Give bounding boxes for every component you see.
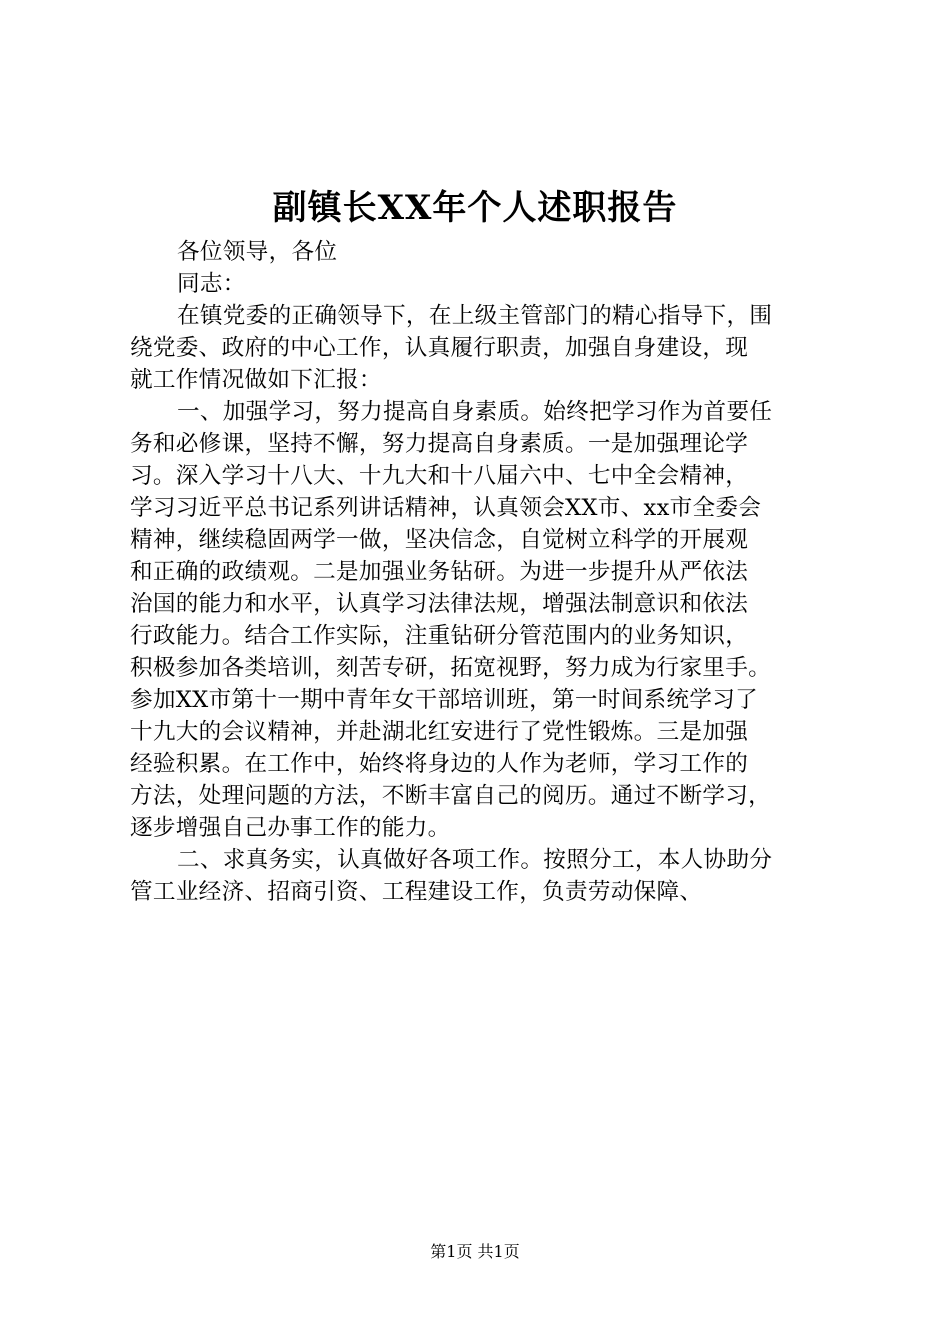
paragraph-intro-line-3: 就工作情况做如下汇报： bbox=[130, 367, 382, 393]
section-1-line-4: 学习习近平总书记系列讲话精神，认真领会XX市、xx市全委会 bbox=[130, 495, 762, 521]
paragraph-intro-line-2: 绕党委、政府的中心工作，认真履行职责，加强自身建设，现 bbox=[130, 335, 749, 361]
page-footer: 第1页 共1页 bbox=[430, 1242, 520, 1261]
section-1-line-8: 行政能力。结合工作实际，注重钻研分管范围内的业务知识， bbox=[130, 623, 749, 649]
section-2-line-1: 二、求真务实，认真做好各项工作。按照分工，本人协助分 bbox=[177, 847, 773, 873]
document-title: 副镇长XX年个人述职报告 bbox=[272, 188, 678, 228]
section-1-line-14: 逐步增强自己办事工作的能力。 bbox=[130, 815, 451, 841]
section-1-line-2: 务和必修课，坚持不懈，努力提高自身素质。一是加强理论学 bbox=[130, 431, 749, 457]
section-1-line-5: 精神，继续稳固两学一做，坚决信念，自觉树立科学的开展观 bbox=[130, 527, 749, 553]
section-1-line-13: 方法，处理问题的方法，不断丰富自己的阅历。通过不断学习， bbox=[130, 783, 772, 809]
section-1-line-1: 一、加强学习，努力提高自身素质。始终把学习作为首要任 bbox=[177, 399, 773, 425]
salutation-line-2: 同志： bbox=[177, 271, 246, 297]
section-1-line-9: 积极参加各类培训，刻苦专研，拓宽视野，努力成为行家里手。 bbox=[130, 655, 772, 681]
section-1-line-3: 习。深入学习十八大、十九大和十八届六中、七中全会精神， bbox=[130, 463, 749, 489]
section-2-line-2: 管工业经济、招商引资、工程建设工作，负责劳动保障、 bbox=[130, 879, 703, 905]
paragraph-intro-line-1: 在镇党委的正确领导下，在上级主管部门的精心指导下，围 bbox=[177, 303, 773, 329]
salutation-line-1: 各位领导，各位 bbox=[177, 239, 338, 265]
section-1-line-10: 参加XX市第十一期中青年女干部培训班，第一时间系统学习了 bbox=[130, 687, 759, 713]
section-1-line-6: 和正确的政绩观。二是加强业务钻研。为进一步提升从严依法 bbox=[130, 559, 749, 585]
section-1-line-12: 经验积累。在工作中，始终将身边的人作为老师，学习工作的 bbox=[130, 751, 749, 777]
section-1-line-7: 治国的能力和水平，认真学习法律法规，增强法制意识和依法 bbox=[130, 591, 749, 617]
section-1-line-11: 十九大的会议精神，并赴湖北红安进行了党性锻炼。三是加强 bbox=[130, 719, 749, 745]
